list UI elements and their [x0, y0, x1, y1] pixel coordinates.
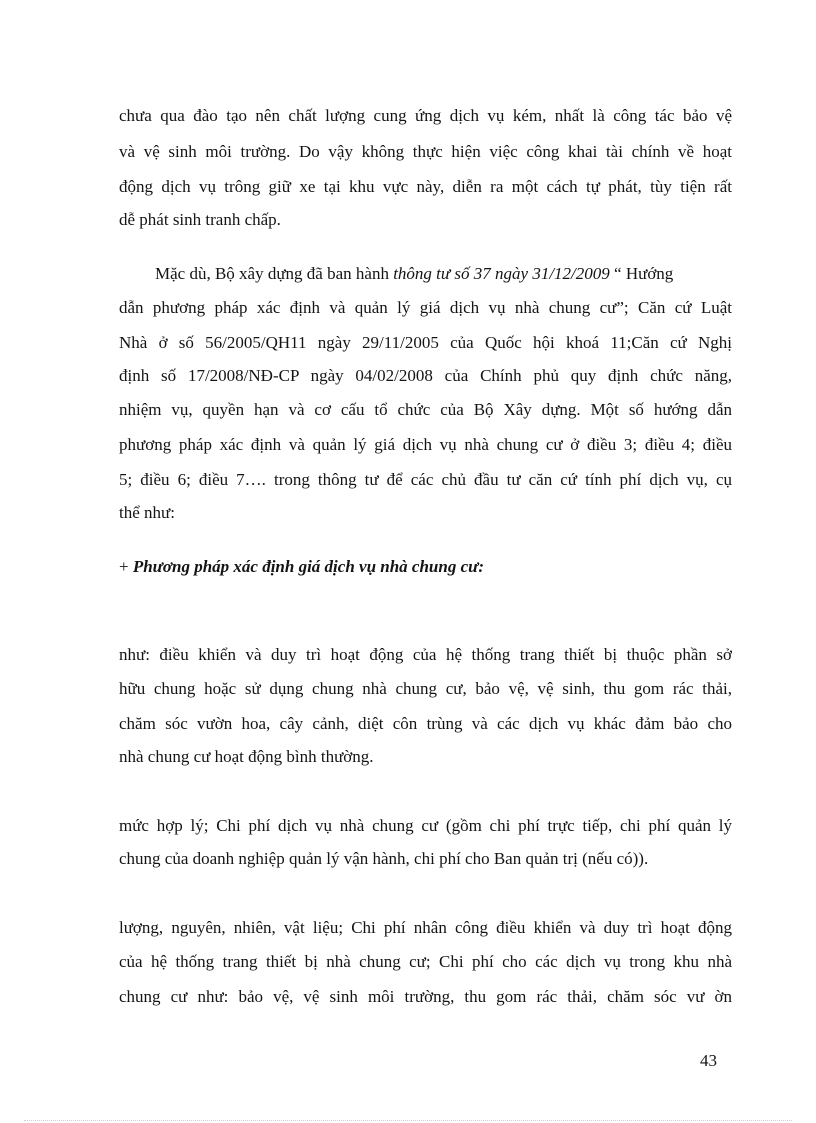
paragraph-line: nhà chung cư hoạt động bình thường. [119, 747, 374, 766]
paragraph-line: mức hợp lý; Chi phí dịch vụ nhà chung cư (gồm chi phí trực tiếp, chi phí quản lý [119, 816, 732, 835]
paragraph-line: lượng, nguyên, nhiên, vật liệu; Chi phí nhân công điều khiển và duy trì hoạt động [119, 918, 732, 937]
paragraph-line: dẫn phương pháp xác định và quản lý giá dịch vụ nhà chung cư”; Căn cứ Luật [119, 298, 732, 317]
paragraph-line: chưa qua đào tạo nên chất lượng cung ứng dịch vụ kém, nhất là công tác bảo vệ [119, 106, 732, 125]
paragraph-line: phương pháp xác định và quản lý giá dịch vụ nhà chung cư ở điều 3; điều 4; điều [119, 435, 732, 454]
paragraph-text: “ Hướng [609, 264, 674, 283]
paragraph-line: dễ phát sinh tranh chấp. [119, 210, 281, 229]
paragraph-line: định số 17/2008/NĐ-CP ngày 04/02/2008 của Chính phủ quy định chức năng, [119, 366, 732, 385]
paragraph-line: chăm sóc vườn hoa, cây cảnh, diệt côn trùng và các dịch vụ khác đảm bảo cho [119, 714, 732, 733]
paragraph-line: Nhà ở số 56/2005/QH11 ngày 29/11/2005 của Quốc hội khoá 11;Căn cứ Nghị [119, 333, 732, 352]
paragraph-line: thể như: [119, 503, 175, 522]
paragraph-line: động dịch vụ trông giữ xe tại khu vực này, diễn ra một cách tự phát, tùy tiện rất [119, 177, 732, 196]
section-heading [119, 557, 732, 577]
paragraph-line: 5; điều 6; điều 7…. trong thông tư để các chủ đầu tư căn cứ tính phí dịch vụ, cụ [119, 470, 732, 489]
paragraph-line: nhiệm vụ, quyền hạn và cơ cấu tổ chức của Bộ Xây dựng. Một số hướng dẫn [119, 400, 732, 419]
paragraph-line: chung của doanh nghiệp quản lý vận hành, chi phí cho Ban quản trị (nếu có)). [119, 849, 649, 868]
page-number: 43 [700, 1051, 717, 1070]
paragraph-line: chung cư như: bảo vệ, vệ sinh môi trường, thu gom rác thải, chăm sóc vư ờn [119, 987, 732, 1006]
paragraph-line: như: điều khiển và duy trì hoạt động của hệ thống trang thiết bị thuộc phần sở [119, 645, 732, 664]
paragraph-line [155, 264, 732, 284]
paragraph-text: Mặc dù, Bộ xây dựng đã ban hành [155, 264, 394, 283]
paragraph-line: và vệ sinh môi trường. Do vậy không thực hiện việc công khai tài chính về hoạt [119, 142, 732, 161]
page-bottom-divider [24, 1120, 792, 1121]
circular-reference: thông tư số 37 ngày 31/12/2009 [393, 264, 610, 283]
paragraph-line: của hệ thống trang thiết bị nhà chung cư; Chi phí cho các dịch vụ trong khu nhà [119, 952, 732, 971]
heading-prefix: + [119, 557, 133, 576]
paragraph-line: hữu chung hoặc sử dụng chung nhà chung cư, bảo vệ, vệ sinh, thu gom rác thải, [119, 679, 732, 698]
heading-text: Phương pháp xác định giá dịch vụ nhà chung cư: [132, 557, 484, 576]
